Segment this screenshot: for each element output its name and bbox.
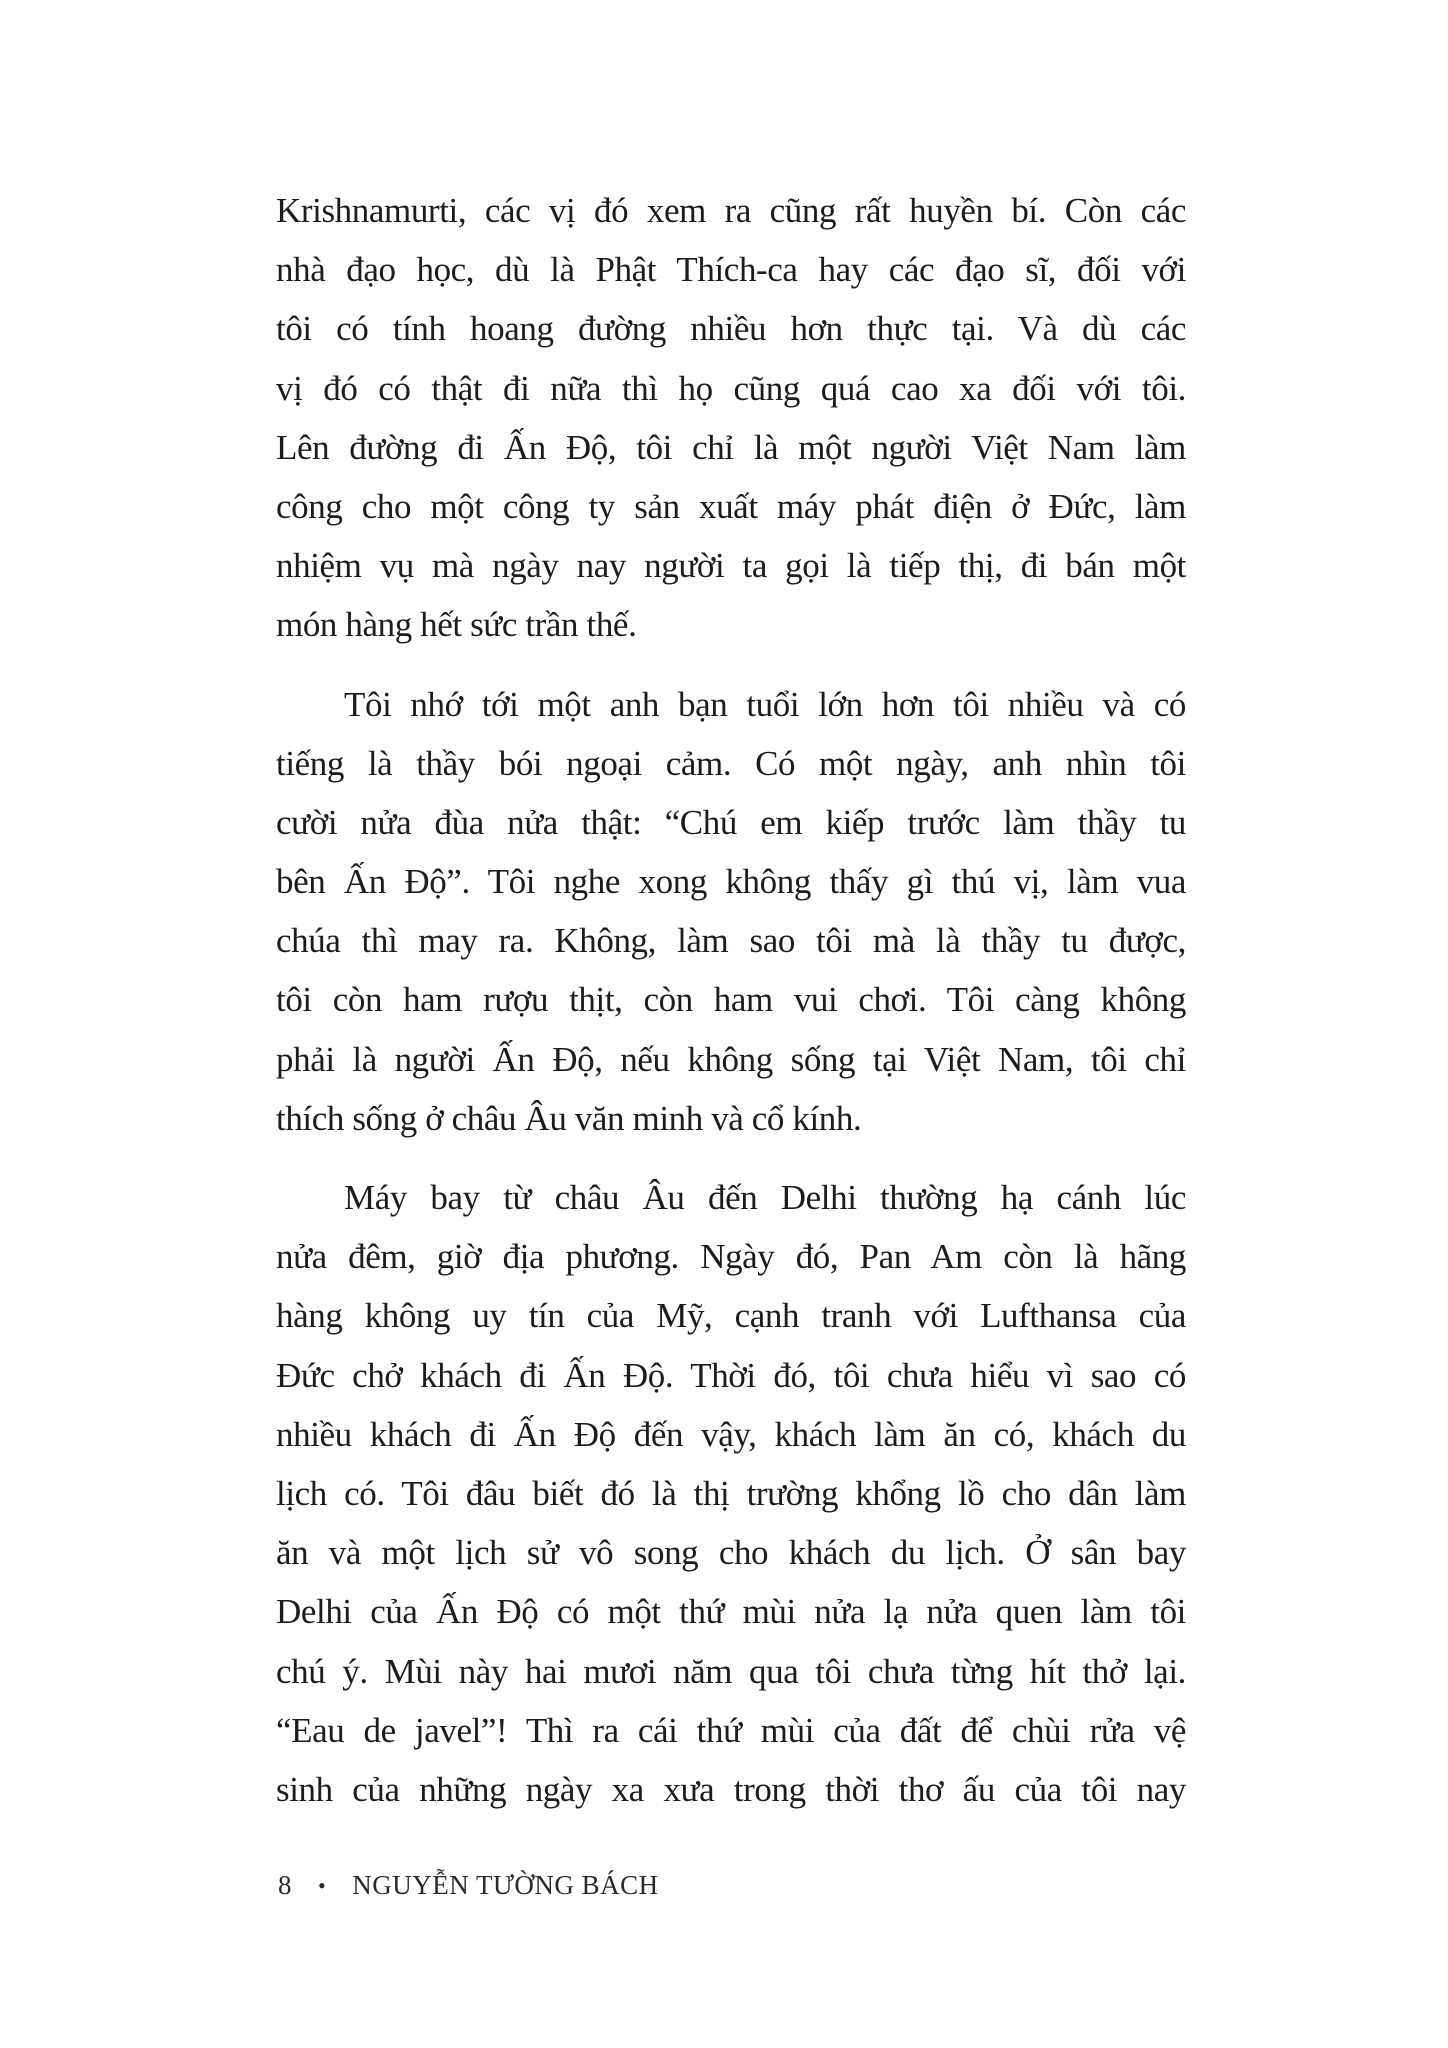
text-line: Lên đường đi Ấn Độ, tôi chỉ là một người Việt Nam làm xyxy=(276,427,1186,467)
running-head-author: NGUYỄN TƯỜNG BÁCH xyxy=(352,1870,659,1900)
text-line: tôi còn ham rượu thịt, còn ham vui chơi. Tôi càng không xyxy=(276,980,1186,1020)
text-line: Krishnamurti, các vị đó xem ra cũng rất huyền bí. Còn các xyxy=(276,191,1186,230)
text-line: nửa đêm, giờ địa phương. Ngày đó, Pan Am còn là hãng xyxy=(276,1237,1186,1277)
text-line: món hàng hết sức trần thế. xyxy=(276,605,637,645)
text-line: thích sống ở châu Âu văn minh và cổ kính. xyxy=(276,1098,862,1138)
text-line: chú ý. Mùi này hai mươi năm qua tôi chưa từng hít thở lại. xyxy=(276,1651,1186,1691)
text-line: “Eau de javel”! Thì ra cái thứ mùi của đất để chùi rửa vệ xyxy=(276,1710,1186,1750)
text-line: chúa thì may ra. Không, làm sao tôi mà là thầy tu được, xyxy=(276,921,1186,961)
text-line: cười nửa đùa nửa thật: “Chú em kiếp trước làm thầy tu xyxy=(276,802,1186,842)
text-line: Tôi nhớ tới một anh bạn tuổi lớn hơn tôi nhiều và có xyxy=(344,684,1186,724)
text-line: tôi có tính hoang đường nhiều hơn thực tại. Và dù các xyxy=(276,309,1186,349)
body-text xyxy=(276,181,1186,1839)
page-number: 8 xyxy=(278,1870,292,1900)
text-line: nhiệm vụ mà ngày nay người ta gọi là tiếp thị, đi bán một xyxy=(276,546,1186,586)
paragraph xyxy=(276,1168,1186,1819)
paragraph xyxy=(276,675,1186,1149)
text-line: lịch có. Tôi đâu biết đó là thị trường khổng lồ cho dân làm xyxy=(276,1473,1186,1513)
text-line: vị đó có thật đi nữa thì họ cũng quá cao xa đối với tôi. xyxy=(276,368,1186,408)
text-line: nhiều khách đi Ấn Độ đến vậy, khách làm ăn có, khách du xyxy=(276,1414,1186,1454)
paragraph xyxy=(276,181,1186,655)
text-line: công cho một công ty sản xuất máy phát điện ở Đức, làm xyxy=(276,486,1186,526)
text-line: Máy bay từ châu Âu đến Delhi thường hạ cánh lúc xyxy=(344,1178,1186,1217)
footer-separator: • xyxy=(318,1872,327,1898)
page-footer xyxy=(278,1870,659,1901)
text-line: sinh của những ngày xa xưa trong thời thơ ấu của tôi nay xyxy=(276,1769,1186,1809)
text-line: hàng không uy tín của Mỹ, cạnh tranh với Lufthansa của xyxy=(276,1296,1186,1336)
text-line: bên Ấn Độ”. Tôi nghe xong không thấy gì thú vị, làm vua xyxy=(276,862,1186,902)
text-line: tiếng là thầy bói ngoại cảm. Có một ngày, anh nhìn tôi xyxy=(276,743,1186,783)
text-line: nhà đạo học, dù là Phật Thích-ca hay các đạo sĩ, đối với xyxy=(276,250,1186,290)
text-line: ăn và một lịch sử vô song cho khách du lịch. Ở sân bay xyxy=(276,1533,1186,1573)
text-line: Delhi của Ấn Độ có một thứ mùi nửa lạ nửa quen làm tôi xyxy=(276,1592,1186,1632)
text-line: Đức chở khách đi Ấn Độ. Thời đó, tôi chưa hiểu vì sao có xyxy=(276,1355,1186,1395)
text-line: phải là người Ấn Độ, nếu không sống tại Việt Nam, tôi chỉ xyxy=(276,1039,1186,1079)
